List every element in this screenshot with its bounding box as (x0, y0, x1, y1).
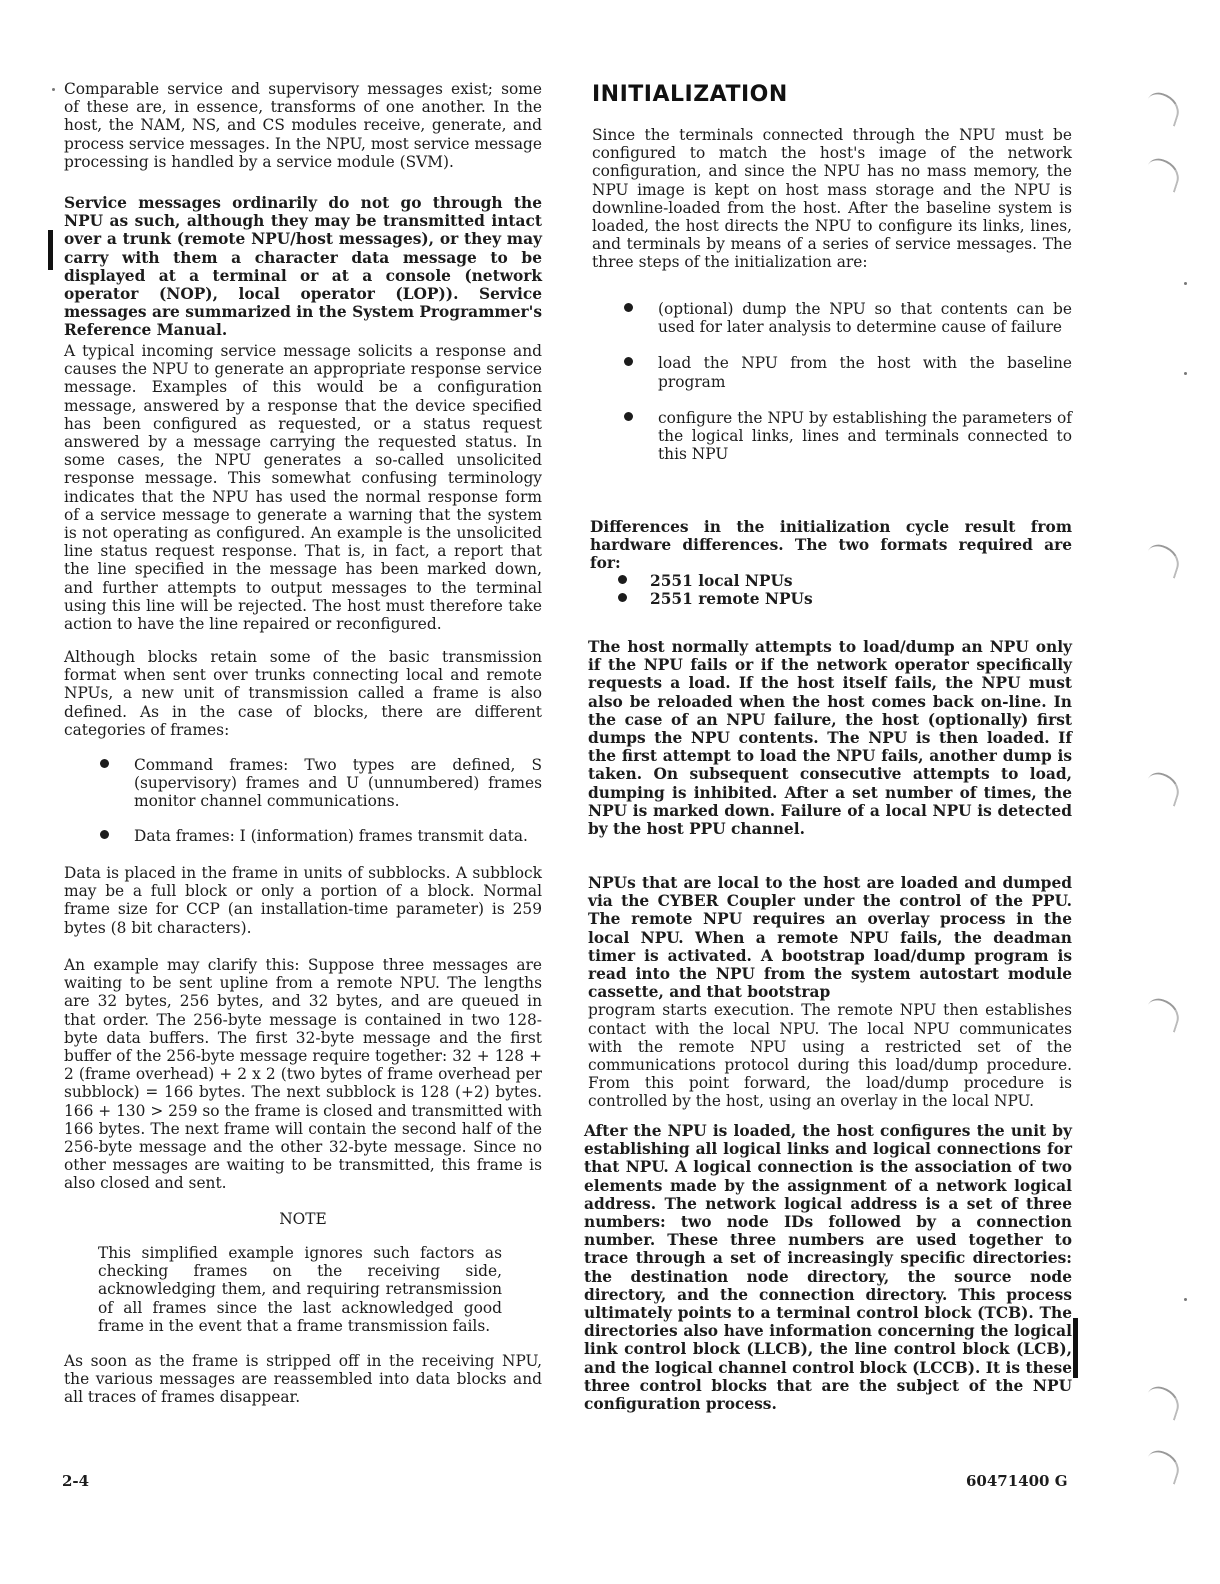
scan-speck (1184, 282, 1187, 285)
paragraph-load-dump-policy: The host normally attempts to load/dump an NPU only if the NPU fails or if the network operator specifically requests a load. If the host itself fails, the NPU must also be reloaded when the host comes back on-line. In the case of an NPU failure, the host (optionally) first dumps the NPU contents. The NPU is then loaded. If the first attempt to load the NPU fails, another dump is taken. On subsequent consecutive attempts to load, dumping is inhibited. After a set number of times, the NPU is marked down. Failure of a local NPU is detected by the host PPU channel. (588, 638, 1072, 839)
paragraph-configuration: After the NPU is loaded, the host configures the unit by establishing all logical links and logical connections for that NPU. A logical connection is the association of two elements made by the assignment of a network logical address. The network logical address is a set of three numbers: two node IDs followed by a connection number. These three numbers are used together to trace through a set of increasingly specific directories: the destination node directory, the source node directory, and the connection directory. This process ultimately points to a terminal control block (TCB). The directories also have information concerning the logical link control block (LLCB), the line control block (LCB), and the logical channel control block (LCCB). It is these three control blocks that are the subject of the NPU configuration process. (584, 1122, 1072, 1414)
binder-hole-mark (1143, 769, 1184, 806)
paragraph-remote-bootstrap: program starts execution. The remote NPU then establishes contact with the local NPU. The local NPU communicates with the remote NPU using a restricted set of the communications protocol during this load/dump procedure. From this point forward, the load/dump procedure is controlled by the host, using an overlay in the local NPU. (588, 1001, 1072, 1111)
paragraph-frames-intro: Although blocks retain some of the basic transmission format when sent over trunks connecting local and remote NPUs, a new unit of transmission called a frame is also defined. As in the case of blocks, there are different categories of frames: (64, 648, 542, 739)
binder-hole-mark (1143, 155, 1184, 192)
frame-categories-list (64, 756, 542, 845)
list-item: (optional) dump the NPU so that contents can be used for later analysis to determine cause of failure (588, 300, 1072, 336)
paragraph-local-remote-loading: NPUs that are local to the host are loaded and dumped via the CYBER Coupler under the control of the PPU. The remote NPU requires an overlay process in the local NPU. When a remote NPU fails, the deadman timer is activated. A bootstrap load/dump program is read into the NPU from the system autostart module cassette, and that bootstrap (588, 874, 1072, 1002)
bullet-icon (100, 830, 109, 839)
list-item: 2551 remote NPUs (614, 590, 1072, 608)
scan-speck (52, 88, 55, 91)
binder-hole-mark (1143, 1447, 1184, 1484)
revision-bar (48, 230, 53, 270)
list-item: configure the NPU by establishing the parameters of the logical links, lines and terminals connected to this NPU (588, 409, 1072, 464)
bullet-icon (624, 412, 633, 421)
bullet-icon (624, 303, 633, 312)
paragraph-service-messages: Comparable service and supervisory messages exist; some of these are, in essence, transforms of one another. In the host, the NAM, NS, and CS modules receive, generate, and process service messages. In the NPU, most service message processing is handled by a service module (SVM). (64, 80, 542, 171)
document-number: 60471400 G (966, 1472, 1068, 1490)
binder-hole-mark (1143, 541, 1184, 578)
formats-list (614, 572, 1072, 608)
list-item: Data frames: I (information) frames transmit data. (64, 827, 542, 845)
paragraph-initialization-overview: Since the terminals connected through the NPU must be configured to match the host's image of the network configuration, and since the NPU has no mass memory, the NPU image is kept on host mass storage and the NPU is downline-loaded from the host. After the baseline system is loaded, the host directs the NPU to configure its links, lines, and terminals by means of a series of service messages. The three steps of the initialization are: (592, 126, 1072, 272)
list-item: load the NPU from the host with the baseline program (588, 354, 1072, 390)
paragraph-frame-reassembly: As soon as the frame is stripped off in the receiving NPU, the various messages are reassembled into data blocks and all traces of frames disappear. (64, 1352, 542, 1407)
revision-bar (1073, 1318, 1078, 1378)
bullet-icon (624, 357, 633, 366)
bullet-icon (100, 759, 109, 768)
paragraph-service-routing: Service messages ordinarily do not go through the NPU as such, although they may be transmitted intact over a trunk (remote NPU/host messages), or they may carry with them a character data message to be displayed at a terminal or at a console (network operator (NOP), local operator (LOP)). Service messages are summarized in the System Programmer's Reference Manual. (64, 194, 542, 340)
page-number: 2-4 (62, 1472, 90, 1490)
bullet-icon (618, 575, 627, 584)
paragraph-incoming-service-message: A typical incoming service message solicits a response and causes the NPU to generate an appropriate response service message. Examples of this would be a configuration message, answered by a response that the device specified has been configured as requested, or a status request answered by a message carrying the requested status. In some cases, the NPU generates a so-called unsolicited response message. This somewhat confusing terminology indicates that the NPU has used the normal response form of a service message to generate a warning that the system is not operating as configured. An example is the unsolicited line status request response. That is, in fact, a report that the line specified in the message has been marked down, and further attempts to output messages to the terminal using this line will be rejected. The host must therefore take action to have the line repaired or reconfigured. (64, 342, 542, 634)
initialization-steps-list (588, 300, 1072, 463)
list-item: Command frames: Two types are defined, S (supervisory) frames and U (unnumbered) frames monitor channel communications. (64, 756, 542, 811)
paragraph-subblocks: Data is placed in the frame in units of subblocks. A subblock may be a full block or only a portion of a block. Normal frame size for CCP (an installation-time parameter) is 259 bytes (8 bit characters). (64, 864, 542, 937)
paragraph-frame-example: An example may clarify this: Suppose three messages are waiting to be sent upline from a remote NPU. The lengths are 32 bytes, 256 bytes, and 32 bytes, and are queued in that order. The 256-byte message is contained in two 128-byte data buffers. The first 32-byte message and the first buffer of the 256-byte message require together: 32 + 128 + 2 (frame overhead) + 2 x 2 (two bytes of frame overhead per subblock) = 166 bytes. The next subblock is 128 (+2) bytes. 166 + 130 > 259 so the frame is closed and transmitted with 166 bytes. The next frame will contain the second half of the 256-byte message and the other 32-byte message. Since no other messages are waiting to be transmitted, this frame is also closed and sent. (64, 956, 542, 1193)
note-body: This simplified example ignores such factors as checking frames on the receiving side, acknowledging them, and requiring retransmission of all frames since the last acknowledged good frame in the event that a frame transmission fails. (98, 1244, 502, 1335)
binder-hole-mark (1143, 89, 1184, 126)
section-heading: INITIALIZATION (592, 82, 788, 107)
binder-hole-mark (1143, 995, 1184, 1032)
scan-speck (1184, 1298, 1187, 1301)
scan-speck (1184, 372, 1187, 375)
list-item: 2551 local NPUs (614, 572, 1072, 590)
bullet-icon (618, 593, 627, 602)
paragraph-hardware-differences: Differences in the initialization cycle result from hardware differences. The two formats required are for: (590, 518, 1072, 573)
note-title: NOTE (279, 1210, 327, 1228)
binder-hole-mark (1143, 1383, 1184, 1420)
